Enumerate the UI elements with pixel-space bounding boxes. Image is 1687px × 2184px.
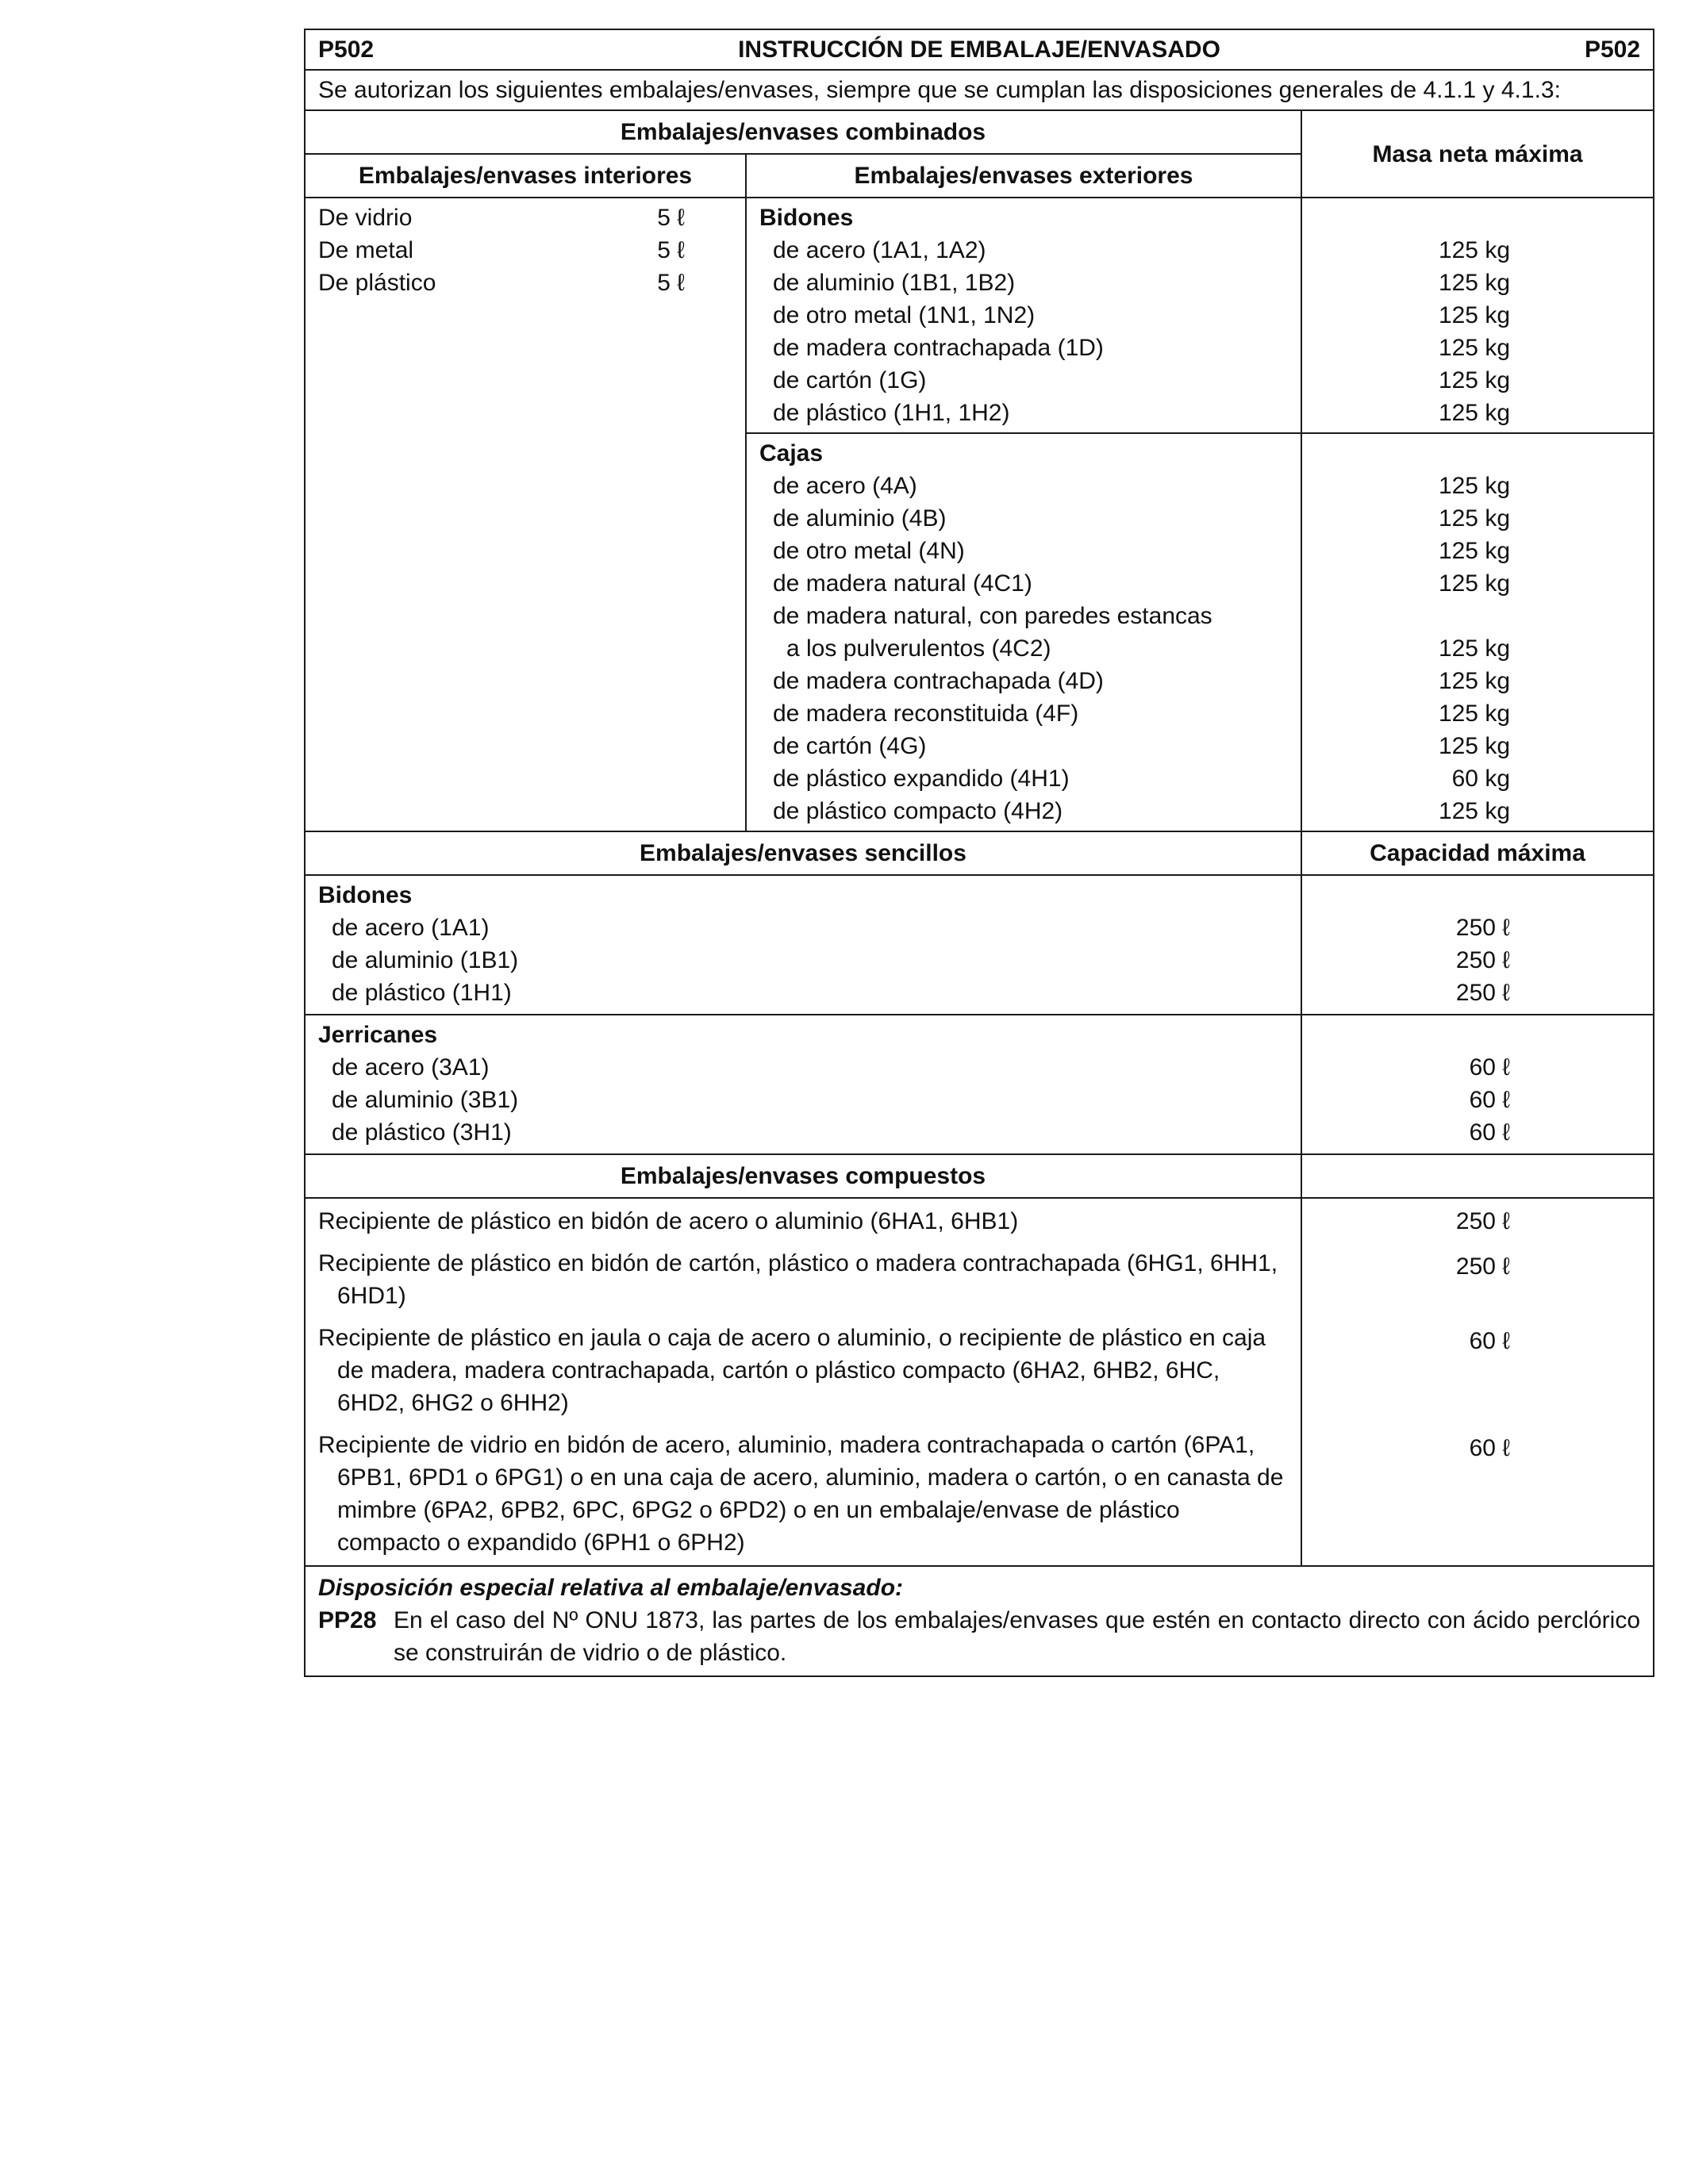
packing-instruction-table [304, 29, 1654, 1677]
inner-packaging-list [305, 198, 746, 831]
instruction-code-right: P502 [1584, 36, 1641, 63]
jerricans-title: Jerricanes [318, 1022, 438, 1048]
outer-item: de aluminio (4B) [773, 505, 947, 532]
outer-item: de plástico (1H1, 1H2) [773, 400, 1010, 426]
composite-item: Recipiente de plástico en bidón de cartón, plástico o madera contrachapada (6HG1, 6HH1, 6HD1) [318, 1250, 1278, 1309]
composite-title: Embalajes/envases compuestos [305, 1154, 1301, 1198]
outer-item: de plástico expandido (4H1) [773, 766, 1070, 792]
outer-item: de madera contrachapada (4D) [773, 668, 1104, 694]
mass-value: 125 kg [1438, 237, 1511, 263]
intro-text: Se autorizan los siguientes embalajes/envases, siempre que se cumplan las disposiciones generales de 4.1.1 y 4.1.3: [305, 70, 1654, 110]
outer-item: de cartón (4G) [773, 733, 927, 759]
mass-value: 125 kg [1438, 798, 1511, 824]
capacity-value: 60 ℓ [1469, 1087, 1511, 1113]
instruction-title: INSTRUCCIÓN DE EMBALAJE/ENVASADO [738, 36, 1220, 63]
outer-item: de aluminio (1B1, 1B2) [773, 270, 1016, 296]
provision-code: PP28 [318, 1607, 377, 1633]
drums-mass-list [1301, 198, 1654, 433]
composite-item: Recipiente de plástico en jaula o caja de acero o aluminio, o recipiente de plástico en caja de madera, madera contrachapada, cartón o plástico compacto (6HA2, 6HB2, 6HC, 6HD2, 6HG2 o 6HH2) [318, 1325, 1266, 1416]
mass-value: 60 kg [1451, 766, 1511, 792]
single-item: de plástico (3H1) [332, 1119, 512, 1146]
packing-instruction-document [304, 29, 1653, 1677]
boxes-mass-list [1301, 433, 1654, 831]
combined-heading-row [305, 110, 1654, 154]
mass-value: 125 kg [1438, 733, 1511, 759]
outer-item: de madera contrachapada (1D) [773, 335, 1104, 361]
intro-row [305, 70, 1654, 110]
composite-item: Recipiente de vidrio en bidón de acero, aluminio, madera contrachapada o cartón (6PA1, 6PB1, 6PD1 o 6PG1) o en una caja de acero, aluminio, madera o cartón, o en canasta de mimbre (6PA2, 6PB2, 6PC, 6PG2 o 6PD2) o en un embalaje/envase de plástico compacto o expandido (6PH1 o 6PH2) [318, 1432, 1284, 1556]
single-drums-capacity [1301, 875, 1654, 1015]
outer-item: de madera natural (4C1) [773, 570, 1032, 597]
single-item: de acero (3A1) [332, 1054, 490, 1080]
mass-value: 125 kg [1438, 335, 1511, 361]
mass-value: 125 kg [1438, 570, 1511, 597]
outer-item: de acero (4A) [773, 473, 917, 499]
composite-list [305, 1198, 1301, 1566]
outer-item: de otro metal (4N) [773, 538, 965, 564]
max-capacity-heading: Capacidad máxima [1301, 831, 1654, 875]
capacity-value: 250 ℓ [1455, 1208, 1511, 1234]
single-item: de acero (1A1) [332, 915, 490, 941]
capacity-value: 60 ℓ [1469, 1054, 1511, 1080]
single-heading-row [305, 831, 1654, 875]
mass-value: 125 kg [1438, 700, 1511, 727]
header-row [305, 29, 1654, 70]
combined-title: Embalajes/envases combinados [305, 110, 1301, 154]
instruction-header [318, 33, 1640, 66]
net-mass-heading: Masa neta máxima [1301, 110, 1654, 198]
outer-item-continuation: a los pulverulentos (4C2) [786, 635, 1051, 662]
single-drums-title: Bidones [318, 882, 413, 908]
instruction-code-left: P502 [318, 36, 375, 63]
capacity-value: 60 ℓ [1469, 1119, 1511, 1146]
single-jerricans-row [305, 1015, 1654, 1154]
composite-capacity [1301, 1198, 1654, 1566]
capacity-value: 250 ℓ [1455, 1253, 1511, 1280]
outer-item: de acero (1A1, 1A2) [773, 237, 986, 263]
outer-boxes-list [746, 433, 1301, 831]
inner-item: De metal 5 ℓ [318, 237, 685, 263]
capacity-value: 250 ℓ [1455, 915, 1511, 941]
jerricans-list [305, 1015, 1301, 1154]
jerricans-capacity [1301, 1015, 1654, 1154]
single-item: de aluminio (1B1) [332, 947, 519, 973]
boxes-group-title: Cajas [759, 440, 824, 466]
outer-item: de otro metal (1N1, 1N2) [773, 302, 1036, 328]
mass-value: 125 kg [1438, 668, 1511, 694]
special-provision-row [305, 1566, 1654, 1676]
mass-value: 125 kg [1438, 505, 1511, 532]
capacity-value: 60 ℓ [1469, 1435, 1511, 1461]
capacity-value: 250 ℓ [1455, 947, 1511, 973]
outer-item: de plástico compacto (4H2) [773, 798, 1063, 824]
mass-value: 125 kg [1438, 367, 1511, 393]
inner-packaging-heading: Embalajes/envases interiores [305, 154, 746, 198]
inner-item: De vidrio 5 ℓ [318, 205, 685, 231]
single-item: de plástico (1H1) [332, 980, 512, 1006]
single-drums-row [305, 875, 1654, 1015]
capacity-value: 60 ℓ [1469, 1328, 1511, 1354]
outer-item: de cartón (1G) [773, 367, 927, 393]
outer-item: de madera natural, con paredes estancas [773, 603, 1212, 629]
outer-drums-list [746, 198, 1301, 433]
capacity-value: 250 ℓ [1455, 980, 1511, 1006]
mass-value: 125 kg [1438, 473, 1511, 499]
mass-value: 125 kg [1438, 270, 1511, 296]
special-provision-title: Disposición especial relativa al embalaje/envasado: [318, 1575, 904, 1601]
combined-drums-row [305, 198, 1654, 433]
mass-value: 125 kg [1438, 538, 1511, 564]
single-item: de aluminio (3B1) [332, 1087, 519, 1113]
composite-heading-row [305, 1154, 1654, 1198]
mass-value: 125 kg [1438, 302, 1511, 328]
special-provision [318, 1604, 1640, 1669]
composite-row [305, 1198, 1654, 1566]
composite-item: Recipiente de plástico en bidón de acero o aluminio (6HA1, 6HB1) [318, 1208, 1019, 1234]
provision-text: En el caso del Nº ONU 1873, las partes de los embalajes/envases que estén en contacto directo con ácido perclórico se construirán de vidrio o de plástico. [394, 1607, 1641, 1666]
single-drums-list [305, 875, 1301, 1015]
outer-packaging-heading: Embalajes/envases exteriores [746, 154, 1301, 198]
mass-value: 125 kg [1438, 400, 1511, 426]
mass-value: 125 kg [1438, 635, 1511, 662]
drums-group-title: Bidones [759, 205, 854, 231]
inner-item: De plástico 5 ℓ [318, 270, 685, 296]
single-title: Embalajes/envases sencillos [305, 831, 1301, 875]
outer-item: de madera reconstituida (4F) [773, 700, 1079, 727]
